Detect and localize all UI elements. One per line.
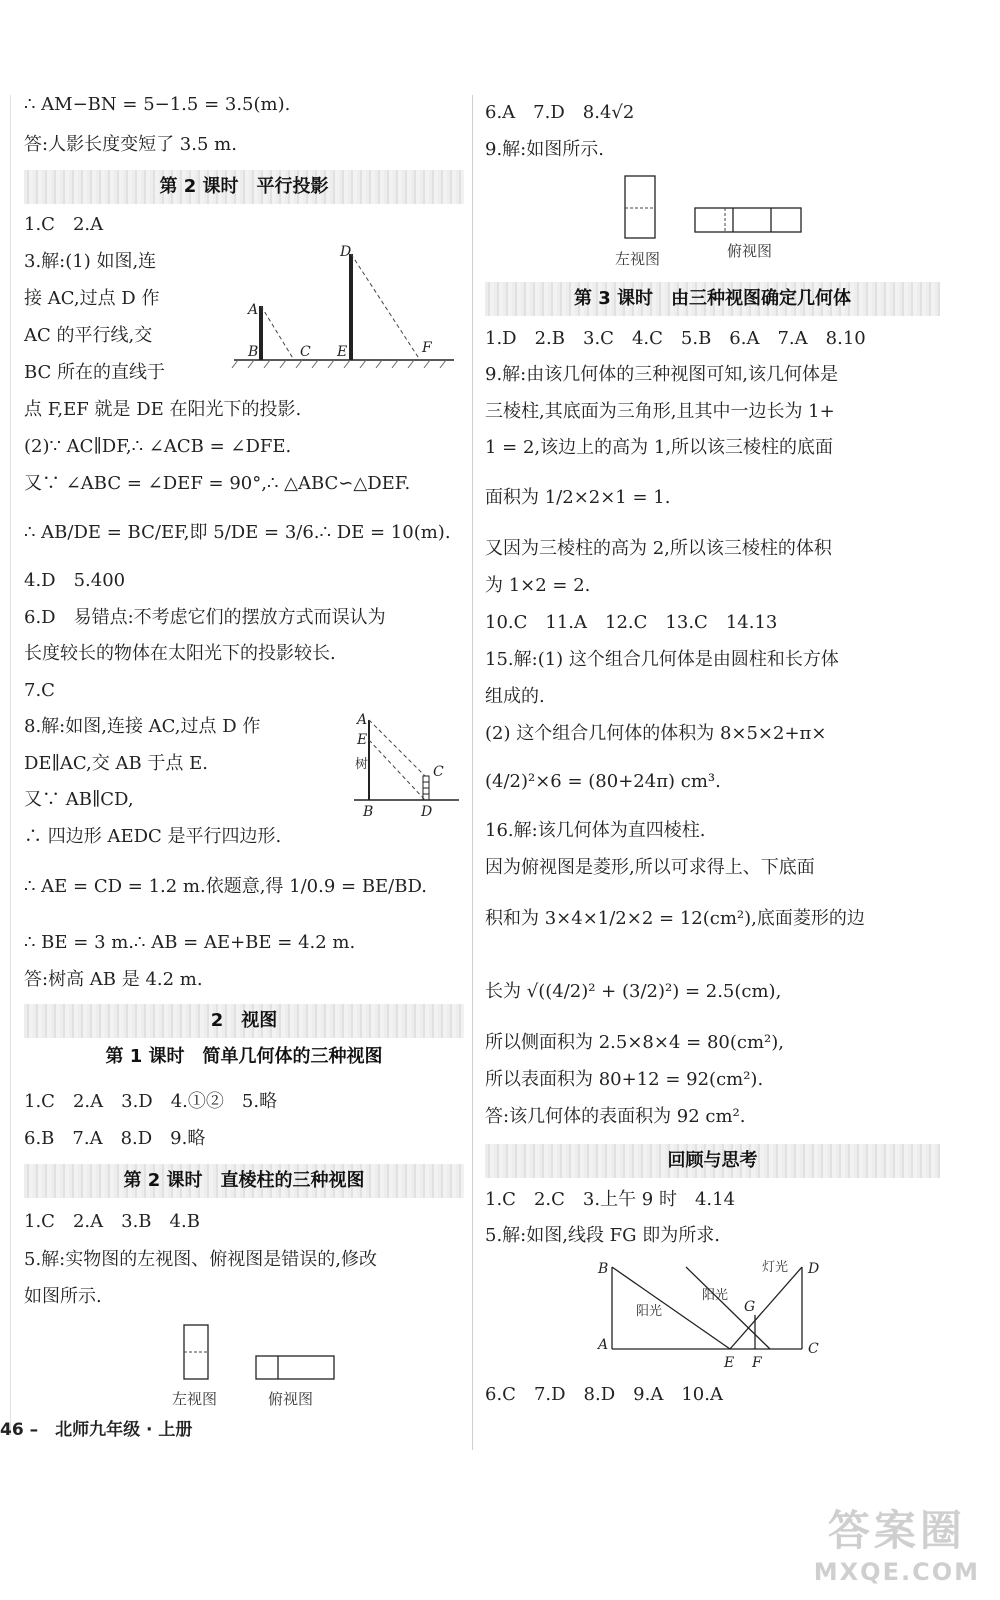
tree-shadow-figure	[349, 712, 464, 822]
answer-line: ∴ BE = 3 m.∴ AB = AE+BE = 4.2 m.	[24, 932, 356, 953]
answer-line: DE∥AC,交 AB 于点 E.	[24, 753, 208, 774]
fig-label: E	[357, 732, 368, 748]
fig-label: B	[248, 344, 259, 360]
corrected-views-figure	[164, 1320, 364, 1410]
fig-label: E	[337, 344, 348, 360]
answer-line: 9.解:如图所示.	[485, 139, 604, 160]
answer-line: 5.解:如图,线段 FG 即为所求.	[485, 1225, 720, 1246]
answer-line: 长度较长的物体在太阳光下的投影较长.	[24, 643, 336, 664]
fig-label: F	[752, 1355, 762, 1371]
answer-line: 9.解:由该几何体的三种视图可知,该几何体是	[485, 364, 838, 385]
left-view-caption: 左视图	[172, 1390, 218, 1408]
answer-line: 面积为 1/2×2×1 = 1.	[485, 487, 671, 508]
answer-line: 10.C 11.A 12.C 13.C 14.13	[485, 612, 778, 633]
section-heading: 第 2 课时 平行投影	[24, 170, 464, 204]
answer-line: ∴ AB/DE = BC/EF,即 5/DE = 3/6.∴ DE = 10(m).	[24, 522, 451, 543]
answer-line: 三棱柱,其底面为三角形,且其中一边长为 1+	[485, 401, 835, 422]
answer-line: BC 所在的直线于	[24, 362, 166, 383]
answer-line: 所以表面积为 80+12 = 92(cm²).	[485, 1069, 764, 1090]
answer-line: 1.C 2.A	[24, 214, 104, 235]
fig-label: 阳光	[702, 1288, 729, 1303]
fig-label: C	[433, 764, 444, 780]
answer-line: 5.解:实物图的左视图、俯视图是错误的,修改	[24, 1249, 377, 1270]
answer-line: (2)∵ AC∥DF,∴ ∠ACB = ∠DFE.	[24, 436, 292, 457]
fig-label: B	[598, 1261, 609, 1277]
answer-line: 答:该几何体的表面积为 92 cm².	[485, 1106, 746, 1127]
answer-line: 又∵ AB∥CD,	[24, 789, 134, 810]
answer-line: 长为 √((4/2)² + (3/2)²) = 2.5(cm),	[485, 981, 782, 1002]
section-heading: 第 2 课时 直棱柱的三种视图	[24, 1164, 464, 1198]
fig-label: C	[808, 1341, 819, 1357]
fig-label: A	[248, 302, 259, 318]
answer-line: 点 F,EF 就是 DE 在阳光下的投影.	[24, 399, 302, 420]
answer-line: 又∵ ∠ABC = ∠DEF = 90°,∴ △ABC∽△DEF.	[24, 473, 411, 494]
parallel-projection-figure	[224, 242, 464, 372]
left-view-caption: 左视图	[615, 250, 661, 268]
top-view-caption: 俯视图	[268, 1390, 314, 1408]
watermark-url: MXQE.COM	[813, 1558, 980, 1586]
answer-line: AC 的平行线,交	[24, 325, 153, 346]
fig-label: 灯光	[762, 1260, 789, 1275]
answer-line: ∴ AE = CD = 1.2 m.依题意,得 1/0.9 = BE/BD.	[24, 876, 427, 897]
answer-line: (2) 这个组合几何体的体积为 8×5×2+π×	[485, 723, 827, 744]
answer-line: 1.C 2.A 3.D 4.①② 5.略	[24, 1091, 278, 1112]
left-margin-rule	[10, 95, 11, 1435]
answer-line: 6.A 7.D 8.4√2	[485, 102, 635, 123]
answer-line: 16.解:该几何体为直四棱柱.	[485, 820, 706, 841]
answer-line: 接 AC,过点 D 作	[24, 288, 160, 309]
section-heading: 回顾与思考	[485, 1144, 940, 1178]
views-figure-9	[615, 172, 835, 272]
fig-label: D	[340, 244, 352, 260]
section-heading: 第 3 课时 由三种视图确定几何体	[485, 282, 940, 316]
answer-line: 1.D 2.B 3.C 4.C 5.B 6.A 7.A 8.10	[485, 328, 866, 349]
fig-label: B	[363, 804, 374, 820]
answer-line: 15.解:(1) 这个组合几何体是由圆柱和长方体	[485, 649, 839, 670]
answer-line: 所以侧面积为 2.5×8×4 = 80(cm²),	[485, 1032, 784, 1053]
answer-line: 6.B 7.A 8.D 9.略	[24, 1128, 206, 1149]
fig-label: 树	[355, 757, 369, 772]
answer-line: 1.C 2.A 3.B 4.B	[24, 1211, 200, 1232]
answer-line: 组成的.	[485, 686, 545, 707]
answer-line: 因为俯视图是菱形,所以可求得上、下底面	[485, 857, 815, 878]
answer-line: 8.解:如图,连接 AC,过点 D 作	[24, 716, 261, 737]
watermark-logo	[814, 1498, 980, 1586]
fig-label: 阳光	[636, 1304, 663, 1319]
answer-line: 1 = 2,该边上的高为 1,所以该三棱柱的底面	[485, 437, 834, 458]
answer-line: 6.D 易错点:不考虑它们的摆放方式而误认为	[24, 607, 386, 628]
answer-line: (4/2)²×6 = (80+24π) cm³.	[485, 771, 721, 792]
answer-line: 4.D 5.400	[24, 570, 126, 591]
answer-line: 6.C 7.D 8.D 9.A 10.A	[485, 1384, 723, 1405]
answer-line: 1.C 2.C 3.上午 9 时 4.14	[485, 1189, 736, 1210]
section-heading: 2 视图	[24, 1004, 464, 1038]
answer-line: 如图所示.	[24, 1286, 102, 1307]
answer-line: ∴ 四边形 AEDC 是平行四边形.	[24, 826, 282, 847]
fig-label: A	[598, 1337, 609, 1353]
answer-line: 答:树高 AB 是 4.2 m.	[24, 969, 203, 990]
answer-line: 7.C	[24, 680, 55, 701]
answer-line: 答:人影长度变短了 3.5 m.	[24, 134, 237, 155]
column-divider	[472, 95, 473, 1450]
answer-line: 又因为三棱柱的高为 2,所以该三棱柱的体积	[485, 538, 832, 559]
fig-label: F	[422, 340, 432, 356]
fig-label: D	[808, 1261, 820, 1277]
answer-line: 积和为 3×4×1/2×2 = 12(cm²),底面菱形的边	[485, 908, 865, 929]
fig-label: A	[357, 712, 368, 728]
fig-label: D	[421, 804, 433, 820]
fig-label: G	[744, 1299, 756, 1315]
fig-label: C	[300, 344, 311, 360]
watermark-text: 答案圈	[827, 1506, 966, 1555]
answer-line: ∴ AM−BN = 5−1.5 = 3.5(m).	[24, 94, 291, 115]
light-shadow-figure	[590, 1257, 850, 1377]
top-view-caption: 俯视图	[727, 242, 773, 260]
answer-line: 3.解:(1) 如图,连	[24, 251, 157, 272]
fig-label: E	[724, 1355, 735, 1371]
page-footer: 46 – 北师九年级 · 上册	[0, 1420, 193, 1440]
section-heading: 第 1 课时 简单几何体的三种视图	[105, 1046, 383, 1067]
answer-line: 为 1×2 = 2.	[485, 575, 591, 596]
